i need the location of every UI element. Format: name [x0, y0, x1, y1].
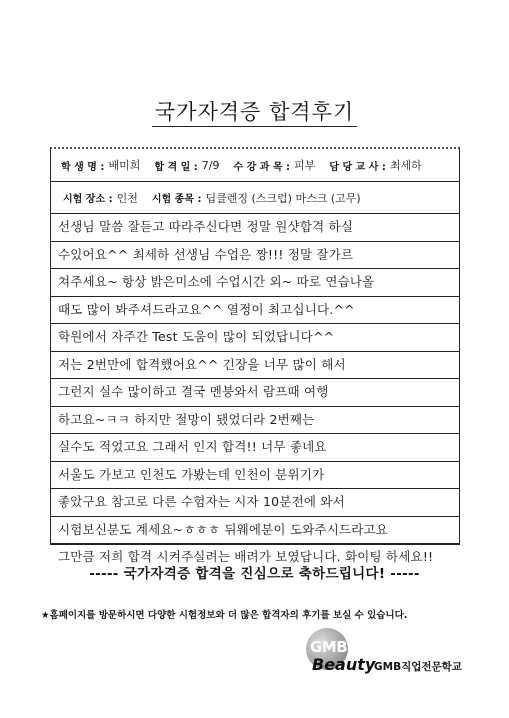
review-line: 하고요~ㅋㅋ 하지만 절망이 됐었더라 2번째는: [51, 407, 459, 435]
homepage-notice: ★홈페이지를 방문하시면 다양한 시험정보와 더 많은 합격자의 후기를 보실 수 있습니다.: [41, 610, 408, 621]
review-form: [50, 147, 460, 564]
review-line: 선생님 말씀 잘듣고 따라주신다면 정말 원샷합격 하실: [51, 214, 459, 242]
review-line: 쳐주세요~ 항상 밝은미소에 수업시간 외~ 따로 연습나올: [51, 269, 459, 297]
info-row-1: [51, 149, 459, 182]
review-line: 좋았구요 참고로 다른 수험자는 시자 10분전에 와서: [51, 489, 459, 517]
logo-gmb-text: GMB: [310, 638, 348, 656]
teacher-label: 담 당 교 사 :: [329, 161, 386, 173]
review-line: 시험보신분도 계세요~ㅎㅎㅎ 뒤웨에분이 도와주시드라고요: [51, 517, 459, 545]
review-line: 그런지 실수 많이하고 결국 멘붕와서 람프때 여행: [51, 379, 459, 407]
review-line: 수있어요^^ 최세하 선생님 수업은 짱!!! 정말 잘가르: [51, 242, 459, 270]
info-row-2: [51, 182, 459, 214]
logo-beauty-text: Beauty: [312, 655, 376, 674]
student-label: 학 생 명 :: [61, 161, 105, 173]
exam-place-value: 인천: [116, 191, 138, 205]
review-line: 저는 2번만에 합격했어요^^ 긴장을 너무 많이 해서: [51, 352, 459, 380]
exam-place-label: 시험 장소 :: [63, 194, 113, 205]
congrats-banner: ----- 국가자격증 합격을 진심으로 축하드립니다! -----: [89, 566, 420, 582]
exam-type-value: 딥클렌징 (스크럽) 마스크 (고무): [205, 191, 361, 205]
logo-school-name: GMB직업전문학교: [374, 661, 462, 673]
school-logo: [306, 628, 466, 678]
review-lines: [51, 214, 459, 571]
review-line: 서울도 가보고 인천도 가봤는데 인천이 분위기가: [51, 462, 459, 490]
teacher-value: 최세하: [389, 159, 422, 172]
student-value: 배미희: [108, 159, 141, 172]
page-title: [0, 96, 509, 126]
review-line: 실수도 적었고요 그래서 인지 합격!! 너무 좋네요: [51, 434, 459, 462]
title-text: 국가자격증 합격후기: [152, 100, 357, 127]
course-label: 수 강 과 목 :: [233, 161, 291, 173]
review-line: 그만큼 저희 합격 시켜주실려는 배려가 보였답니다. 화이팅 하세요!!: [58, 549, 434, 564]
exam-type-label: 시험 종목 :: [151, 194, 202, 205]
pass-date-value: 7/9: [201, 158, 220, 172]
pass-date-label: 합 격 일 :: [154, 161, 198, 173]
review-line: 때도 많이 봐주셔드라고요^^ 열정이 최고십니다.^^: [51, 297, 459, 325]
course-value: 피부: [294, 159, 316, 172]
review-line: 학원에서 자주간 Test 도움이 많이 되었답니다^^: [51, 324, 459, 352]
